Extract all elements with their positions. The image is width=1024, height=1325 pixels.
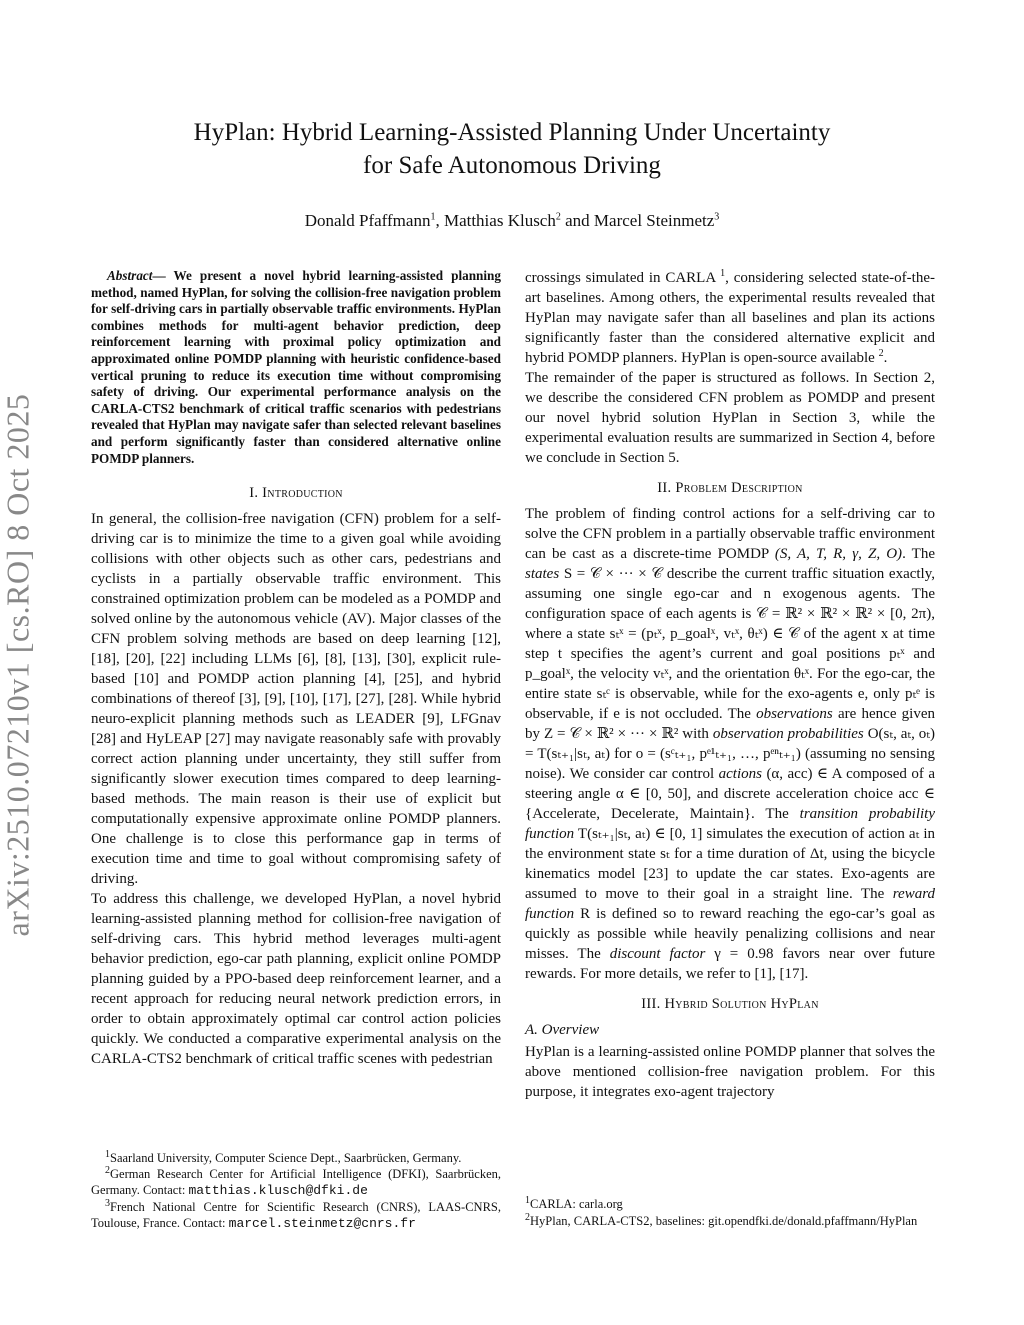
author-list: Donald Pfaffmann$^1$, Matthias Klusch$^2$ and Marcel Steinmetz$^3$ bbox=[304, 211, 720, 230]
section-heading-problem-description: II. Problem Description bbox=[657, 480, 803, 496]
abstract-text: We present a novel hybrid learning-assisted planning method, named HyPlan, for solving the collision-free navigation problem for self-driving cars in partially observable traffic environments. HyPlan combines methods for multi-agent behavior prediction, deep reinforcement learning with proximal policy optimization and approximated online POMDP planning with heuristic confidence-based vertical pruning to reduce its execution time without compromising safety of driving. Our experimental performance analysis on the CARLA-CTS2 benchmark of critical traffic scenarios with pedestrians revealed that HyPlan may navigate safer than selected relevant baselines and perform significantly faster than considered alternative online POMDP planners. bbox=[91, 268, 501, 466]
intro-paragraph-3: crossings simulated in CARLA $^1$, considering selected state-of-the-art baselines. Among others, the experimental results revealed that HyPlan may navigate safer than all baselines and plan its actions significantly faster than the considered alternative explicit and hybrid POMDP planners. HyPlan is open-source available $^2$. bbox=[525, 268, 935, 366]
footnote-hyplan-repo: $^2$HyPlan, CARLA-CTS2, baselines: git.opendfki.de/donald.pfaffmann/HyPlan bbox=[525, 1211, 918, 1228]
intro-paragraph-2: To address this challenge, we developed HyPlan, a novel hybrid learning-assisted planning method for collision-free navigation of self-driving cars. This hybrid method leverages multi-agent behavior prediction, ego-car path planning, explicit online POMDP planning guided by a PPO-based deep reinforcement learner, and a recent approach for reducing neural network prediction errors, in order to obtain approximately optimal car control action policies quickly. We conducted a comparative experimental analysis on the CARLA-CTS2 benchmark of critical traffic scenes with pedestrian bbox=[91, 891, 501, 1068]
footnote-affiliation-2: $^2$German Research Center for Artificial Intelligence (DFKI), Saarbrücken, Germany. Contact: matthias.klusch@dfki.de bbox=[91, 1164, 501, 1198]
author-3: Marcel Steinmetz bbox=[593, 211, 715, 230]
footnotes-links bbox=[525, 1196, 965, 1230]
email-steinmetz[interactable]: marcel.steinmetz@cnrs.fr bbox=[228, 1216, 416, 1231]
section-heading-hybrid-solution: III. Hybrid Solution HyPlan bbox=[641, 996, 819, 1012]
title-line-2: for Safe Autonomous Driving bbox=[363, 152, 661, 179]
arxiv-identifier: arXiv:2510.07210v1 [cs.RO] 8 Oct 2025 bbox=[0, 393, 36, 937]
footnote-carla: $^1$CARLA: carla.org bbox=[525, 1194, 623, 1211]
intro-paragraph-4: The remainder of the paper is structured as follows. In Section 2, we describe the considered CFN problem as POMDP and present our novel hybrid solution HyPlan in Section 3, while the experimental evaluation results are summarized in Section 4, before we conclude in Section 5. bbox=[525, 370, 935, 466]
abstract: Abstract— We present a novel hybrid learning-assisted planning method, named HyPlan, for solving the collision-free navigation problem for self-driving cars in partially observable traffic environments. HyPlan combines methods for multi-agent behavior prediction, deep reinforcement learning with proximal policy optimization and approximated online POMDP planning with heuristic confidence-based vertical pruning to reduce its execution time without compromising safety of driving. Our experimental performance analysis on the CARLA-CTS2 benchmark of critical traffic scenarios with pedestrians revealed that HyPlan may navigate safer than selected relevant baselines and perform significantly faster than considered alternative online POMDP planners. bbox=[91, 268, 501, 466]
problem-description-paragraph: The problem of finding control actions for a self-driving car to solve the CFN problem in a partially observable traffic environment can be cast as a discrete-time POMDP (S, A, T, R, γ, Z, O). The states S = 𝒞 × ··· × 𝒞 describe the current traffic situation exactly, assuming one single ego-car and n exogenous agents. The configuration space of each agents is 𝒞 = ℝ² × ℝ² × ℝ² × [0, 2π), where a state sₜˣ = (pₜˣ, p_goalˣ, vₜˣ, θₜˣ) ∈ 𝒞 of the agent x at time step t specifies the agent’s current and goal positions pₜˣ and p_goalˣ, the velocity vₜˣ, and the orientation θₜˣ. For the ego-car, the entire state sₜᶜ is observable, while for the exo-agents e, only pₜᵉ is observable, if e is not occluded. The observations are hence given by Z = 𝒞 × ℝ² × ··· × ℝ² with observation probabilities O(sₜ, aₜ, oₜ) = T(sₜ₊₁|sₜ, aₜ) for o = (sᶜₜ₊₁, pᵉ¹ₜ₊₁, …, pᵉⁿₜ₊₁) (assuming no sensing noise). We consider car control actions (α, acc) ∈ A composed of a steering angle α ∈ [0, 50], and discrete acceleration choice acc ∈ {Accelerate, Decelerate, Maintain}. The transition probability function T(sₜ₊₁|sₜ, aₜ) ∈ [0, 1] simulates the execution of action aₜ in the environment state sₜ for a time duration of Δt, using the bicycle kinematics model [23] to update the car states. Exo-agents are assumed to move to their goal in a straight line. The reward function R is defined so to reward reaching the ego-car’s goal as quickly as possible while heavily penalizing collisions and near misses. The discount factor γ = 0.98 favors near over future rewards. For more details, we refer to [1], [17]. bbox=[525, 506, 936, 982]
right-column bbox=[525, 268, 935, 1102]
footnote-affiliation-1: $^1$Saarland University, Computer Science Dept., Saarbrücken, Germany. bbox=[105, 1148, 462, 1165]
overview-paragraph: HyPlan is a learning-assisted online POMDP planner that solves the above mentioned collision-free navigation problem. For this purpose, it integrates exo-agent trajectory bbox=[525, 1044, 935, 1100]
subsection-heading-overview: A. Overview bbox=[525, 1022, 600, 1038]
abstract-label: Abstract bbox=[107, 268, 153, 283]
left-column bbox=[91, 268, 501, 1069]
paper-title bbox=[0, 116, 1024, 182]
footnote-affiliation-3: $^3$French National Centre for Scientific Research (CNRS), LAAS-CNRS, Toulouse, France. Contact: marcel.steinmetz@cnrs.fr bbox=[91, 1197, 501, 1231]
section-heading-introduction: I. Introduction bbox=[249, 485, 343, 502]
footnotes-affiliations bbox=[91, 1150, 501, 1232]
author-1: Donald Pfaffmann bbox=[304, 211, 431, 230]
author-2: Matthias Klusch bbox=[443, 211, 556, 230]
intro-paragraph-1: In general, the collision-free navigation (CFN) problem for a self-driving car is to minimize the time to a given goal while avoiding collisions with other objects such as other cars, pedestrians and cyclists in a partially observable traffic environment. This constrained optimization problem can be modeled as a POMDP and solved online by the autonomous vehicle (AV). Major classes of the CFN problem solving methods are based on deep learning [12], [18], [20], [22] including LLMs [6], [8], [13], [30], explicit rule-based [10] and POMDP action planning [4], [25], and hybrid combinations of thereof [3], [9], [10], [17], [27], [28]. While hybrid neuro-explicit planning methods such as LEADER [9], LFGnav [28] and HyLEAP [27] may navigate reasonably safe with provably correct action planning under uncertainty, they still suffer from significantly slower execution times compared to deep learning-based methods. The main reason is their use of explicit but computationally expensive approximate online POMDP planners. One challenge is to close this performance gap in terms of execution time and time to goal without compromising safety of driving. bbox=[91, 511, 501, 888]
title-line-1: HyPlan: Hybrid Learning-Assisted Planning Under Uncertainty bbox=[193, 119, 831, 146]
email-klusch[interactable]: matthias.klusch@dfki.de bbox=[188, 1183, 368, 1198]
